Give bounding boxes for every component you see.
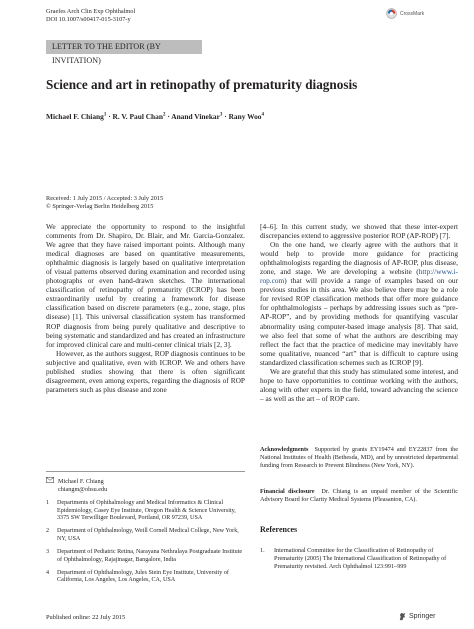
article-dates <box>46 195 163 211</box>
paragraph-text: ) that will provide a range of examples based on our previous studies in this area. We also believe there may be a role for revised ROP classification methods that offer more guidance for ophthalmologists – perhaps by addressing issues such as “pre-AP-ROP”, and by providing methods for quantifying vascular abnormality using computer-based image analysis [8]. That said, we also feel that some of what the authors are describing may reflect the fact that the practice of medicine may inevitably have some qualitative, nuanced “art” that is difficult to capture using standardized classification schemes such as ICROP [9]. <box>260 276 458 367</box>
reference-number: 1. <box>260 547 265 554</box>
affiliation-number: 2 <box>46 528 50 535</box>
body-right-column <box>260 222 458 403</box>
springer-horse-icon <box>398 612 407 621</box>
author-separator: · <box>165 112 172 121</box>
author-affiliation-marker: 4 <box>261 112 265 118</box>
references-heading: References <box>260 525 298 534</box>
correspondence <box>46 477 107 494</box>
affiliation-text: Department of Ophthalmology, Weill Cornell Medical College, New York, NY, USA <box>57 528 239 542</box>
affiliation-item <box>46 528 245 543</box>
paragraph-text: On the one hand, we clearly agree with the authors that it would help to provide more guidance for practicing ophthalmologists regarding the diagnosis of AP-ROP, plus disease, zone, and stage. We are developing a website ( <box>260 240 458 277</box>
acknowledgments <box>260 446 458 470</box>
author-list <box>46 112 264 121</box>
affiliation-number: 1 <box>46 500 50 506</box>
affiliation-item <box>46 570 245 585</box>
body-left-column <box>46 222 245 394</box>
affiliation-number: 3 <box>46 548 50 555</box>
body-paragraph: [4–6]. In this current study, we showed that these inter-expert discrepancies extend to aggressive posterior ROP (AP-ROP) [7]. <box>260 222 458 241</box>
financial-disclosure-heading: Financial disclosure <box>260 488 315 495</box>
crossmark-icon <box>386 8 397 19</box>
affiliation-number: 4 <box>46 569 50 576</box>
reference-text: International Committee for the Classification of Retinopathy of Prematurity (2005) The International Classification of Retinopathy of Prematurity revisited. Arch Ophthalmol 123:991–999 <box>274 547 447 570</box>
body-paragraph: However, as the authors suggest, ROP diagnosis continues to be subjective and qualitative, even with ICROP. We and others have published studies showing that there is often significant disagreement, even among experts, regarding the diagnosis of ROP parameters such as plus disease and zone <box>46 348 245 394</box>
affiliation-text: Department of Ophthalmology, Jules Stein Eye Institute, University of California, Los Angeles, Los Angeles, CA, USA <box>57 569 229 584</box>
crossmark-label: CrossMark <box>400 10 425 17</box>
body-paragraph: We appreciate the opportunity to respond to the insightful comments from Dr. Shapiro, Dr. Blair, and Mr. Garcia-Gonzalez. We agree that they have raised important points. Although many medical diagnoses are based on quantitative measurements, ophthalmic diagnosis is largely based on qualitative interpretation of visual patterns observed during examination and recorded using photographs or even hand-drawn sketches. The international classification of retinopathy of prematurity (ICROP) has been extraordinarily useful by creating a framework for disease classification based on discrete parameters (e.g., zone, stage, plus disease) [1]. This universal classification system has transformed ROP diagnosis from being purely qualitative and descriptive to being systematic and standardized and has created an infrastructure for improved clinical care and multi-center clinical trials [2, 3]. <box>46 222 245 349</box>
website-link[interactable]: http://www.i-rop.com <box>260 267 458 286</box>
author-separator: · <box>106 112 113 121</box>
body-paragraph <box>260 240 458 367</box>
published-date: Published online: 22 July 2015 <box>46 614 126 621</box>
correspondence-name: Michael F. Chiang <box>58 478 104 485</box>
footnote-divider <box>46 471 245 472</box>
publisher-name: Springer <box>409 613 436 620</box>
author-separator: · <box>222 112 229 121</box>
financial-disclosure-text: Dr. Chiang is an unpaid member of the Scientific Advisory Board for Clarity Medical Systems (Pleasanton, CA). <box>260 488 458 503</box>
received-accepted-dates: Received: 1 July 2015 / Accepted: 3 July 2015 <box>46 195 164 202</box>
envelope-icon <box>46 477 58 486</box>
article-title: Science and art in retinopathy of prematurity diagnosis <box>46 77 358 92</box>
affiliation-text: Department of Pediatric Retina, Narayana Nethralaya Postgraduate Institute of Ophthalmology, Rajajinagar, Bangalore, India <box>57 548 243 563</box>
journal-name: Graefes Arch Clin Exp Ophthalmol <box>46 8 136 15</box>
correspondence-email[interactable]: chiangm@ohsu.edu <box>58 486 108 493</box>
affiliations <box>46 500 245 590</box>
reference-item <box>260 547 458 571</box>
author-name: Rany Woo <box>228 112 262 121</box>
author-affiliation-marker: 3 <box>219 112 223 118</box>
journal-header <box>46 8 135 24</box>
acknowledgments-heading: Acknowledgments <box>260 446 309 453</box>
crossmark-badge[interactable] <box>386 8 424 19</box>
author-name: Anand Vinekar <box>171 112 220 121</box>
author-affiliation-marker: 1 <box>103 112 107 118</box>
author-name: R. V. Paul Chan <box>112 112 163 121</box>
affiliation-item <box>46 500 245 523</box>
acknowledgments-text: Supported by grants EY19474 and EY22837 from the National Institutes of Health (Bethesda, MD), and by unrestricted departmental funding from Research to Prevent Blindness (New York, NY). <box>260 446 459 469</box>
body-paragraph: We are grateful that this study has stimulated some interest, and hope to have opportunities to continue working with the authors, along with other experts in the field, toward advancing the science – as well as the art – of ROP care. <box>260 366 458 403</box>
affiliation-text: Departments of Ophthalmology and Medical Informatics & Clinical Epidemiology, Casey Eye Institute, Oregon Health & Science University, 3375 SW Terwilliger Boulevard, Portland, OR 97239, USA <box>57 500 236 522</box>
publisher-logo <box>398 612 435 621</box>
financial-disclosure <box>260 488 458 504</box>
author-name: Michael F. Chiang <box>46 112 104 121</box>
doi[interactable]: DOI 10.1007/s00417-015-3107-y <box>46 16 131 23</box>
affiliation-item <box>46 549 245 564</box>
copyright-line: © Springer-Verlag Berlin Heidelberg 2015 <box>46 203 154 210</box>
author-affiliation-marker: 2 <box>162 112 166 118</box>
article-type-banner: LETTER TO THE EDITOR (BY INVITATION) <box>46 40 202 54</box>
